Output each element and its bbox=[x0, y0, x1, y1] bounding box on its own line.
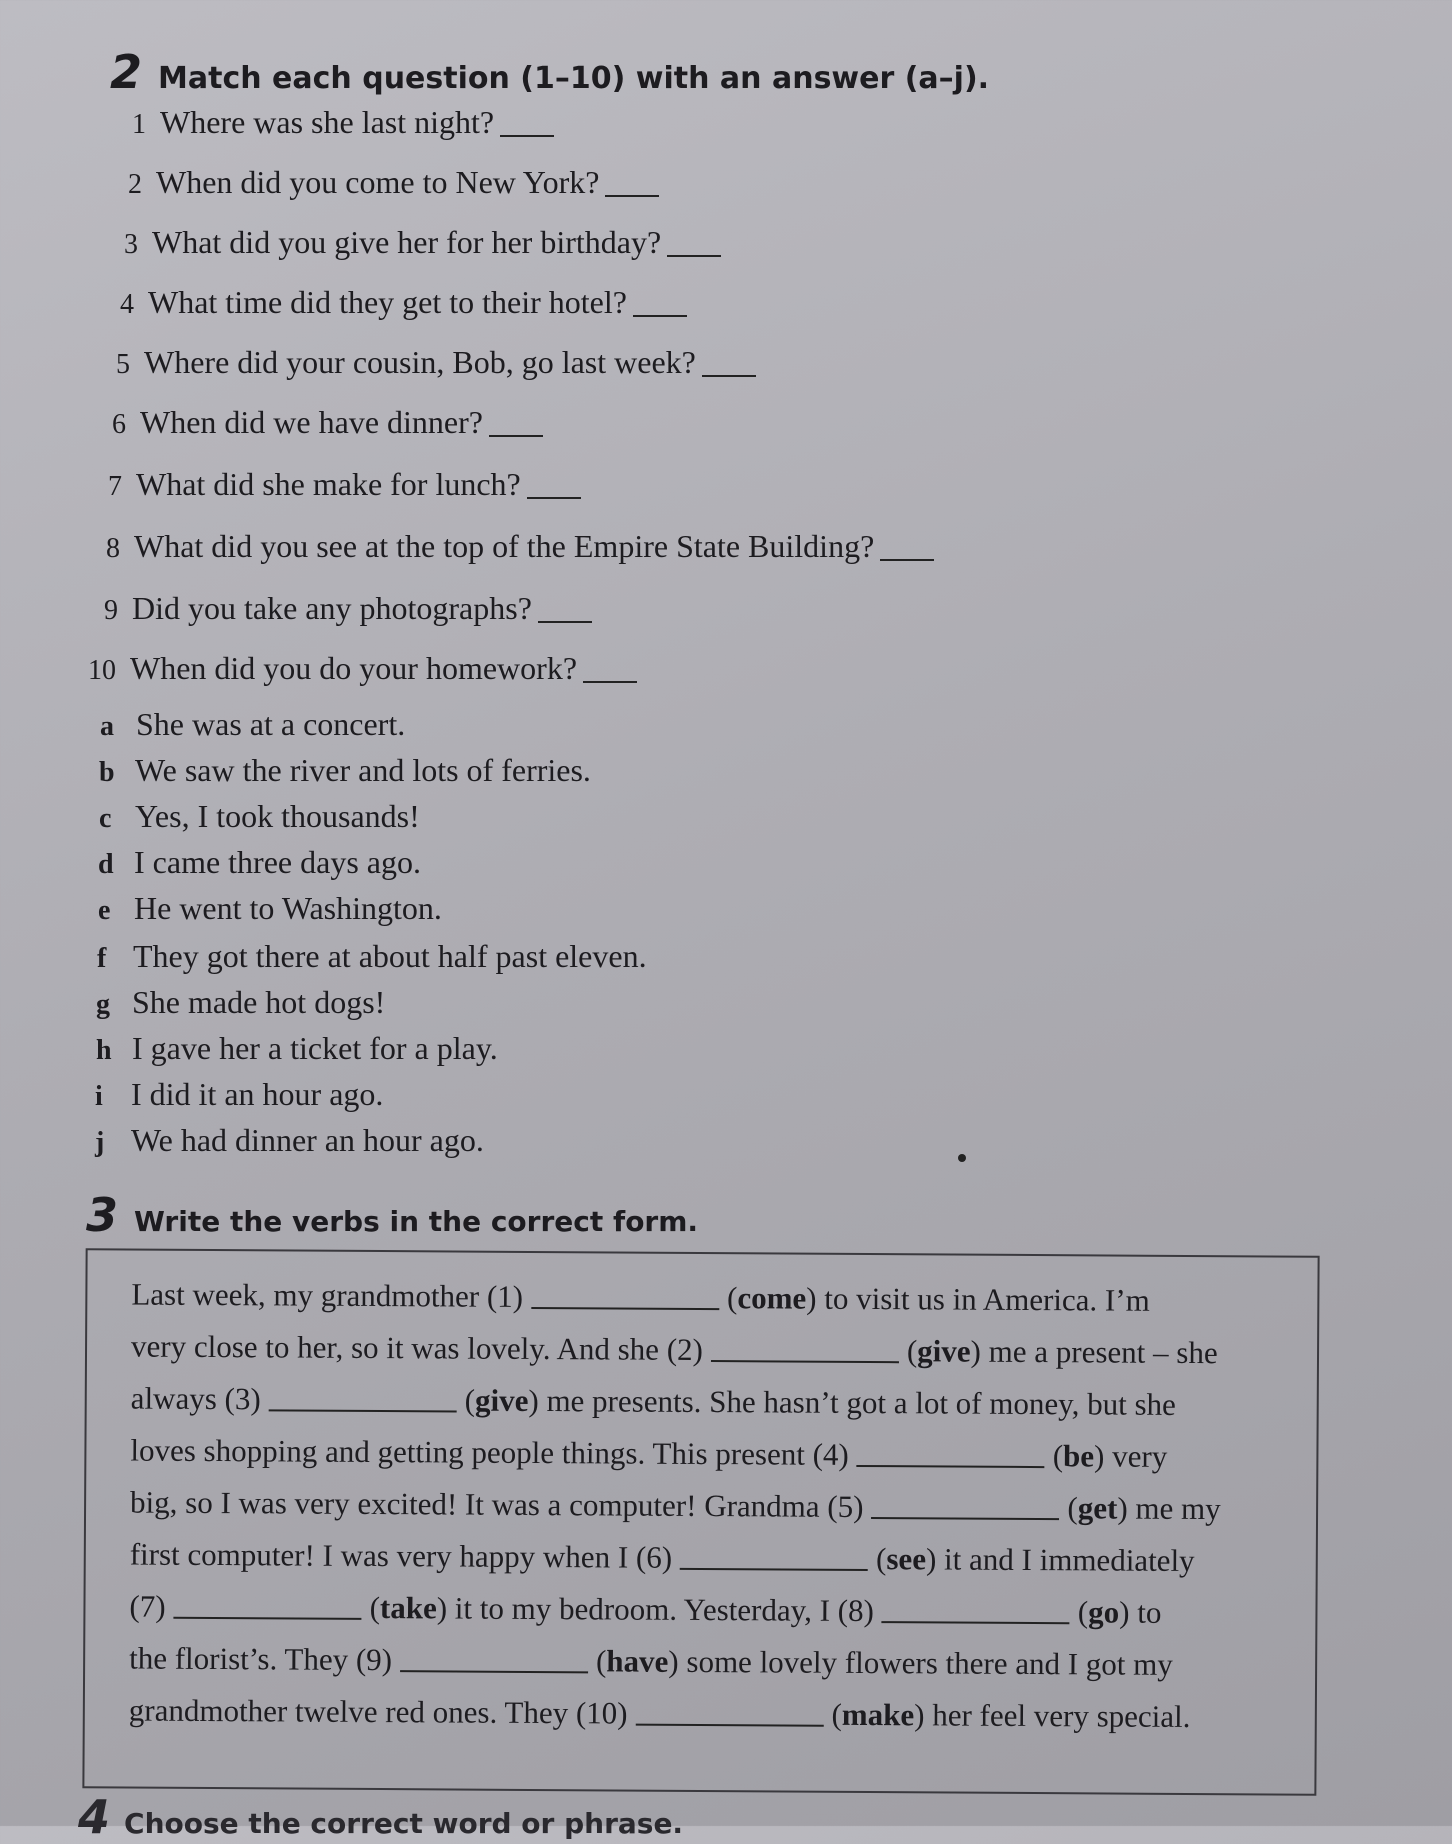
answer-letter: j bbox=[95, 1127, 105, 1158]
passage-text: it and I immediately bbox=[943, 1541, 1195, 1579]
verb-blank[interactable] bbox=[871, 1517, 1059, 1520]
answer-blank[interactable] bbox=[605, 195, 659, 197]
question-number: 4 bbox=[120, 289, 134, 320]
question-item bbox=[88, 466, 581, 503]
gap-fill-text-box bbox=[82, 1248, 1319, 1796]
answer-text: He went to Washington. bbox=[134, 890, 442, 926]
answer-item bbox=[96, 1030, 498, 1067]
ink-dot bbox=[958, 1154, 966, 1162]
exercise-4-heading bbox=[78, 1790, 683, 1844]
passage-text: to visit us in America. I’m bbox=[824, 1280, 1150, 1318]
passage-line: big, so I was very excited! It was a computer! Grandma (5) (get) me my bbox=[130, 1484, 1221, 1527]
answer-item bbox=[97, 938, 647, 975]
verb-blank[interactable] bbox=[400, 1670, 588, 1673]
exercise-instruction: Match each question (1–10) with an answer (a–j). bbox=[158, 61, 990, 96]
question-text: What did she make for lunch? bbox=[136, 466, 521, 502]
question-number: 5 bbox=[116, 349, 130, 380]
answer-letter: e bbox=[98, 895, 111, 926]
verb-blank[interactable] bbox=[857, 1465, 1045, 1468]
passage-text: it to my bedroom. Yesterday, I (8) bbox=[454, 1590, 874, 1629]
exercise-number: 3 bbox=[86, 1188, 119, 1242]
answer-blank[interactable] bbox=[667, 255, 721, 257]
question-number: 8 bbox=[106, 533, 120, 564]
question-text: Where was she last night? bbox=[160, 104, 495, 140]
verb-blank[interactable] bbox=[711, 1360, 899, 1363]
answer-item bbox=[95, 1122, 484, 1159]
answer-letter: d bbox=[98, 849, 114, 880]
answer-letter: b bbox=[99, 757, 115, 788]
verb-blank[interactable] bbox=[531, 1307, 719, 1310]
passage-text: Last week, my grandmother (1) bbox=[131, 1276, 524, 1314]
question-number: 1 bbox=[132, 109, 146, 140]
passage-line: always (3) (give) me presents. She hasn’t got a lot of money, but she bbox=[130, 1380, 1176, 1422]
verb-prompt: make bbox=[841, 1696, 915, 1733]
question-item bbox=[112, 104, 554, 141]
question-number: 7 bbox=[108, 471, 122, 502]
question-text: Where did your cousin, Bob, go last week? bbox=[144, 344, 696, 380]
question-text: What time did they get to their hotel? bbox=[148, 284, 627, 320]
answer-blank[interactable] bbox=[583, 681, 637, 683]
answer-blank[interactable] bbox=[880, 559, 934, 561]
verb-blank[interactable] bbox=[174, 1617, 362, 1620]
answer-letter: a bbox=[100, 711, 114, 742]
question-item bbox=[86, 528, 934, 565]
exercise-2-heading bbox=[110, 45, 989, 99]
answer-item bbox=[99, 752, 591, 789]
answer-item bbox=[98, 844, 421, 881]
answer-letter: h bbox=[96, 1035, 112, 1066]
answer-blank[interactable] bbox=[538, 621, 592, 623]
question-text: When did we have dinner? bbox=[140, 404, 483, 440]
question-number: 9 bbox=[104, 595, 118, 626]
answer-item bbox=[96, 984, 385, 1021]
question-text: What did you give her for her birthday? bbox=[152, 224, 662, 260]
question-item bbox=[96, 344, 756, 381]
verb-prompt: give bbox=[474, 1382, 529, 1418]
exercise-instruction: Choose the correct word or phrase. bbox=[124, 1807, 684, 1840]
question-number: 10 bbox=[88, 655, 116, 686]
passage-line: the florist’s. They (9) (have) some lovely flowers there and I got my bbox=[129, 1640, 1173, 1682]
passage-text: loves shopping and getting people things. This present (4) bbox=[130, 1432, 849, 1472]
passage-line: first computer! I was very happy when I (6) (see) it and I immediately bbox=[129, 1536, 1195, 1579]
question-item bbox=[100, 284, 687, 321]
question-item bbox=[82, 650, 637, 687]
verb-prompt: have bbox=[606, 1643, 669, 1679]
answer-text: Yes, I took thousands! bbox=[135, 798, 420, 834]
answer-text: I came three days ago. bbox=[134, 844, 421, 880]
passage-line: grandmother twelve red ones. They (10) (make) her feel very special. bbox=[128, 1692, 1191, 1734]
answer-letter: f bbox=[97, 943, 107, 974]
question-number: 6 bbox=[112, 409, 126, 440]
verb-prompt: be bbox=[1062, 1438, 1095, 1474]
passage-text: some lovely flowers there and I got my bbox=[686, 1643, 1173, 1682]
passage-line: Last week, my grandmother (1) (come) to visit us in America. I’m bbox=[131, 1276, 1150, 1318]
verb-blank[interactable] bbox=[269, 1409, 457, 1412]
question-text: When did you do your homework? bbox=[130, 650, 578, 686]
passage-line: loves shopping and getting people things. This present (4) (be) very bbox=[130, 1432, 1168, 1474]
question-text: Did you take any photographs? bbox=[132, 590, 532, 626]
answer-text: We had dinner an hour ago. bbox=[131, 1122, 484, 1158]
answer-blank[interactable] bbox=[633, 315, 687, 317]
passage-text: to bbox=[1137, 1594, 1162, 1630]
passage-text: me a present – she bbox=[988, 1333, 1218, 1371]
question-item bbox=[104, 224, 721, 261]
answer-blank[interactable] bbox=[527, 497, 581, 499]
passage-text: me presents. She hasn’t got a lot of money, but she bbox=[546, 1383, 1176, 1422]
verb-blank[interactable] bbox=[635, 1724, 823, 1727]
verb-prompt: go bbox=[1088, 1594, 1120, 1630]
verb-prompt: come bbox=[737, 1280, 807, 1316]
answer-text: We saw the river and lots of ferries. bbox=[135, 752, 591, 788]
question-item bbox=[84, 590, 592, 627]
answer-letter: i bbox=[95, 1081, 103, 1112]
passage-text: very bbox=[1112, 1438, 1168, 1474]
answer-letter: g bbox=[96, 989, 110, 1020]
question-text: What did you see at the top of the Empire State Building? bbox=[134, 528, 875, 564]
passage-text: very close to her, so it was lovely. And she (2) bbox=[130, 1328, 704, 1368]
exercise-instruction: Write the verbs in the correct form. bbox=[134, 1205, 699, 1238]
answer-item bbox=[95, 1076, 383, 1113]
answer-blank[interactable] bbox=[702, 375, 756, 377]
answer-blank[interactable] bbox=[500, 135, 554, 137]
passage-line: (7) (take) it to my bedroom. Yesterday, I (8) (go) to bbox=[129, 1588, 1162, 1630]
question-text: When did you come to New York? bbox=[156, 164, 600, 200]
answer-letter: c bbox=[99, 803, 112, 834]
verb-prompt: take bbox=[379, 1590, 437, 1626]
passage-text: first computer! I was very happy when I (6) bbox=[129, 1536, 673, 1575]
passage-text: grandmother twelve red ones. They (10) bbox=[128, 1692, 628, 1731]
question-number: 3 bbox=[124, 229, 138, 260]
answer-text: I gave her a ticket for a play. bbox=[132, 1030, 498, 1066]
answer-item bbox=[99, 798, 420, 835]
answer-text: She made hot dogs! bbox=[132, 984, 386, 1020]
verb-prompt: get bbox=[1077, 1490, 1118, 1526]
answer-text: They got there at about half past eleven. bbox=[133, 938, 647, 974]
passage-text: big, so I was very excited! It was a computer! Grandma (5) bbox=[130, 1484, 864, 1524]
verb-prompt: see bbox=[886, 1541, 927, 1577]
verb-blank[interactable] bbox=[882, 1621, 1070, 1624]
exercise-number: 2 bbox=[110, 45, 143, 99]
passage-text: the florist’s. They (9) bbox=[129, 1640, 393, 1678]
passage-text: me my bbox=[1135, 1490, 1221, 1527]
verb-blank[interactable] bbox=[680, 1568, 868, 1571]
answer-item bbox=[98, 890, 442, 927]
question-item bbox=[92, 404, 543, 441]
passage-text: her feel very special. bbox=[932, 1697, 1191, 1734]
exercise-number: 4 bbox=[78, 1790, 111, 1844]
passage-line: very close to her, so it was lovely. And she (2) (give) me a present – she bbox=[130, 1328, 1218, 1371]
answer-text: I did it an hour ago. bbox=[131, 1076, 384, 1112]
verb-prompt: give bbox=[917, 1333, 971, 1369]
passage-text: (7) bbox=[129, 1588, 166, 1624]
answer-item bbox=[100, 706, 405, 743]
question-number: 2 bbox=[128, 169, 142, 200]
exercise-3-heading bbox=[86, 1188, 698, 1242]
passage-text: always (3) bbox=[130, 1380, 261, 1417]
answer-text: She was at a concert. bbox=[136, 706, 406, 742]
answer-blank[interactable] bbox=[489, 435, 543, 437]
question-item bbox=[108, 164, 659, 201]
